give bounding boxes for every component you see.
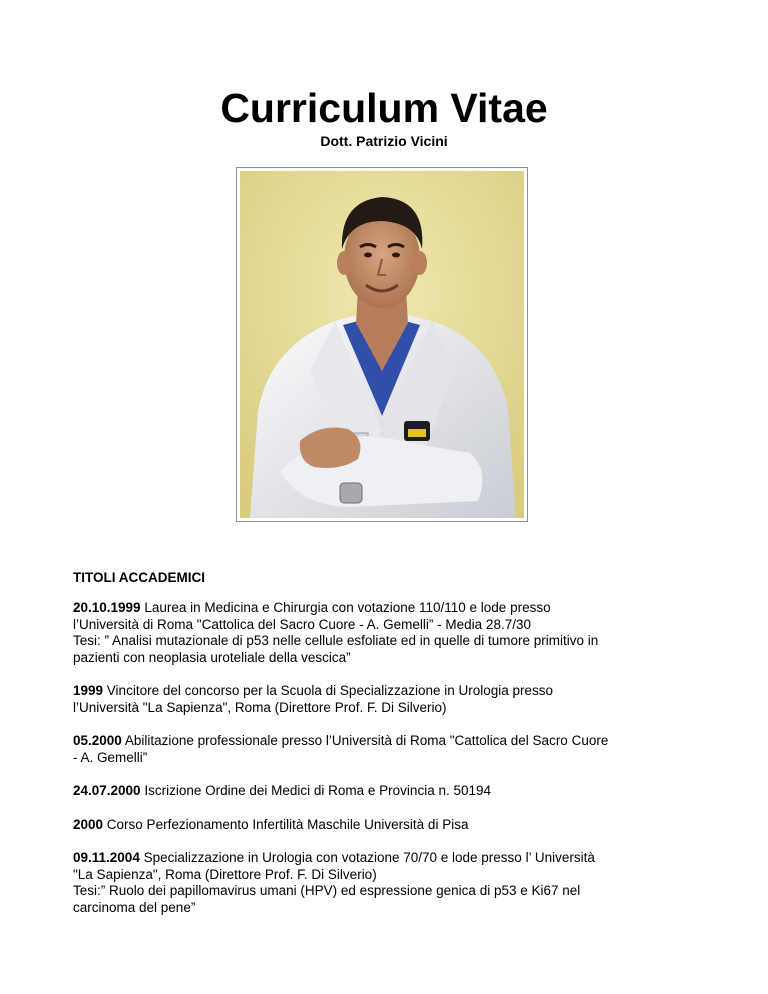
list-item bbox=[73, 817, 713, 834]
entry-date: 1999 bbox=[73, 683, 104, 698]
list-item bbox=[73, 733, 713, 766]
entry-text: - A. Gemelli” bbox=[73, 749, 148, 765]
portrait-photo-icon bbox=[240, 171, 524, 518]
entry-text: l’Università "La Sapienza", Roma (Direttore Prof. F. Di Silverio) bbox=[73, 699, 447, 715]
entry-text: Laurea in Medicina e Chirurgia con votazione 110/110 e lode presso bbox=[140, 600, 551, 615]
page-title: Curriculum Vitae bbox=[220, 85, 548, 131]
list-item bbox=[73, 683, 713, 716]
entry-text: Tesi: ” Analisi mutazionale di p53 nelle cellule esfoliate ed in quelle di tumore primitivo in bbox=[73, 633, 599, 648]
academic-titles-list bbox=[73, 600, 713, 933]
entry-text: "La Sapienza", Roma (Direttore Prof. F. Di Silverio) bbox=[73, 866, 377, 882]
entry-date: 24.07.2000 bbox=[73, 783, 141, 798]
entry-text: carcinoma del pene” bbox=[73, 899, 196, 915]
entry-text: l’Università di Roma "Cattolica del Sacro Cuore - A. Gemelli” - Media 28.7/30 bbox=[73, 616, 531, 632]
entry-text: Corso Perfezionamento Infertilità Maschile Università di Pisa bbox=[103, 816, 469, 832]
section-heading-titoli-accademici: TITOLI ACCADEMICI bbox=[73, 570, 205, 585]
entry-text: Tesi:” Ruolo dei papillomavirus umani (HPV) ed espressione genica di p53 e Ki67 nel bbox=[73, 883, 581, 898]
portrait-photo bbox=[236, 167, 528, 522]
entry-text: pazienti con neoplasia uroteliale della vescica” bbox=[73, 649, 351, 665]
entry-date: 09.11.2004 bbox=[73, 850, 140, 865]
list-item bbox=[73, 600, 713, 666]
entry-date: 05.2000 bbox=[73, 733, 122, 748]
entry-text: Abilitazione professionale presso l’Università di Roma "Cattolica del Sacro Cuore bbox=[121, 733, 609, 748]
list-item bbox=[73, 850, 713, 916]
list-item bbox=[73, 783, 713, 800]
doctor-name: Dott. Patrizio Vicini bbox=[320, 133, 448, 149]
entry-text: Vincitore del concorso per la Scuola di Specializzazione in Urologia presso bbox=[103, 683, 554, 698]
entry-text: Specializzazione in Urologia con votazione 70/70 e lode presso l’ Università bbox=[139, 850, 595, 865]
entry-date: 2000 bbox=[73, 816, 104, 832]
entry-text: Iscrizione Ordine dei Medici di Roma e Provincia n. 50194 bbox=[140, 783, 491, 798]
entry-date: 20.10.1999 bbox=[73, 600, 141, 615]
